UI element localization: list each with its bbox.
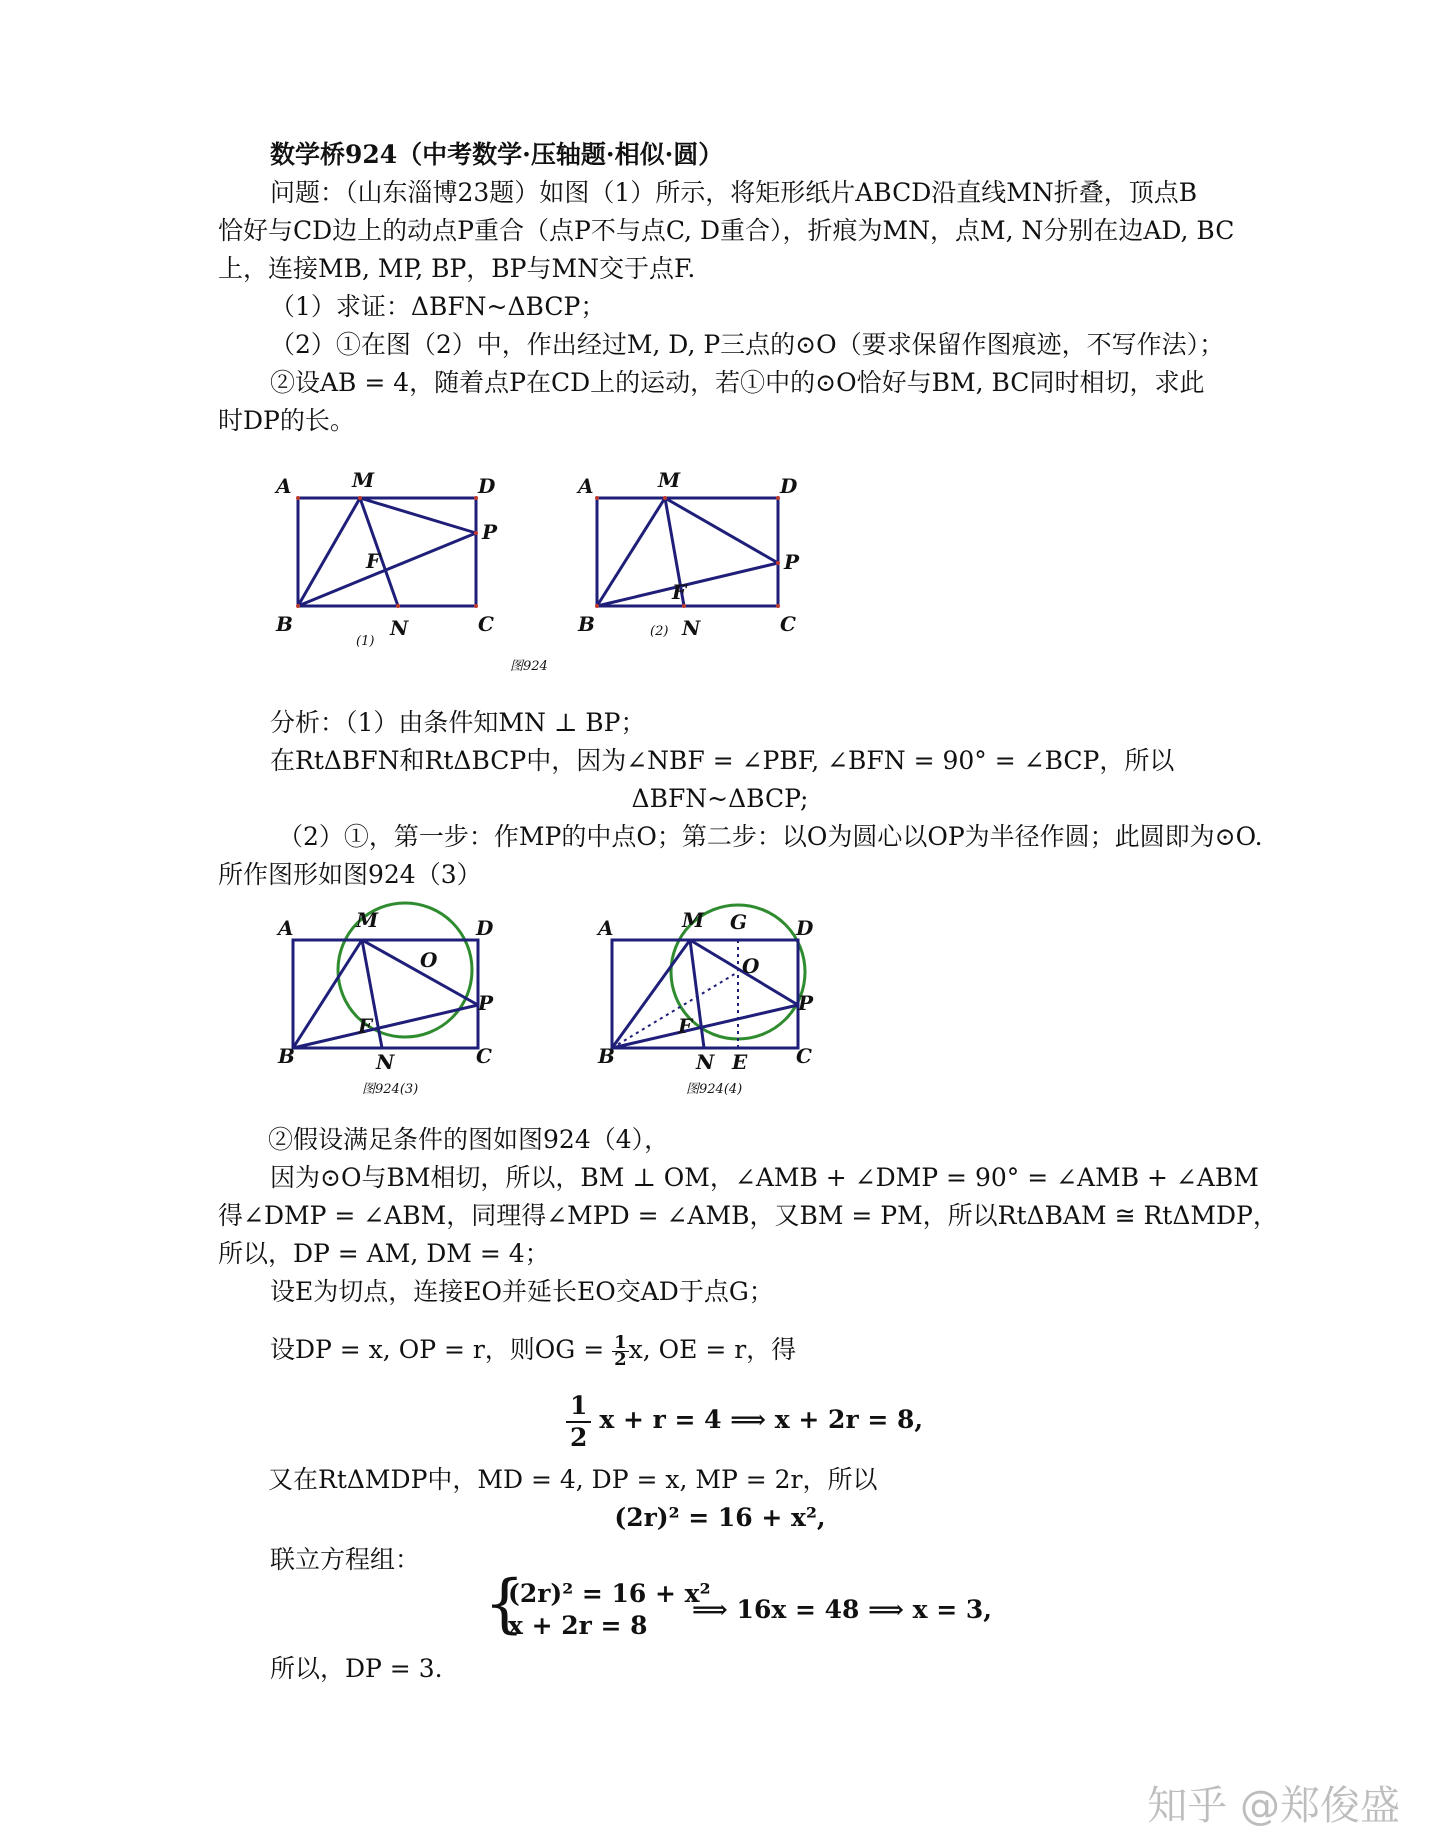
fraction-num: 1	[614, 1332, 627, 1353]
solution-line-2: 因为⊙O与BM相切，所以，BM ⊥ OM，∠AMB + ∠DMP = 90° = ∠AMB + ∠ABM	[270, 1163, 1259, 1192]
figure-1	[270, 465, 510, 645]
label-p: P	[482, 520, 498, 544]
system-result: ⟹ 16x = 48 ⟹ x = 3,	[692, 1595, 992, 1624]
label-a: A	[578, 474, 594, 498]
label-n: N	[682, 616, 701, 640]
figure-3	[270, 905, 510, 1095]
equation-2: (2r)² = 16 + x²,	[614, 1503, 826, 1532]
label-f: F	[366, 549, 381, 573]
label-p: P	[784, 550, 800, 574]
label-d: D	[780, 474, 798, 498]
analysis-line-1: 分析：（1）由条件知MN ⊥ BP；	[270, 708, 646, 737]
label-d: D	[478, 474, 496, 498]
label-p: P	[478, 991, 494, 1015]
label-f: F	[358, 1014, 373, 1038]
question-1: （1）求证：ΔBFN~ΔBCP；	[270, 292, 606, 321]
solution-line-6b: x, OE = r，得	[628, 1335, 797, 1364]
label-b: B	[278, 1044, 295, 1068]
system-eq-2: x + 2r = 8	[508, 1611, 648, 1640]
solution-line-4: 所以，DP = AM, DM = 4；	[218, 1239, 550, 1268]
label-b: B	[578, 612, 595, 636]
label-m: M	[352, 468, 375, 492]
caption-fig-1: (1)	[356, 634, 375, 649]
equation-1-rest: x + r = 4 ⟹ x + 2r = 8,	[599, 1405, 924, 1434]
solution-line-3: 得∠DMP = ∠ABM，同理得∠MPD = ∠AMB，又BM = PM，所以RtΔBAM ≅ RtΔMDP，	[218, 1201, 1278, 1230]
question-2a: （2）①在图（2）中，作出经过M, D, P三点的⊙O（要求保留作图痕迹，不写作法）；	[270, 330, 1225, 359]
caption-fig-924: 图924	[510, 659, 548, 674]
label-e: E	[732, 1050, 748, 1074]
label-f: F	[672, 580, 687, 604]
label-m: M	[356, 908, 379, 932]
analysis-line-2: 在RtΔBFN和RtΔBCP中，因为∠NBF = ∠PBF, ∠BFN = 90° = ∠BCP，所以	[270, 746, 1175, 775]
solution-line-6a: 设DP = x, OP = r，则OG =	[270, 1335, 613, 1364]
equation-1-num: 1	[566, 1391, 591, 1423]
caption-fig-2: (2)	[650, 624, 669, 639]
fraction-den: 2	[614, 1349, 627, 1370]
figure-4	[590, 905, 830, 1095]
label-g: G	[730, 910, 748, 934]
equation-1-den: 2	[570, 1422, 588, 1452]
label-o: O	[420, 948, 438, 972]
label-c: C	[476, 1044, 492, 1068]
label-m: M	[682, 908, 705, 932]
label-c: C	[796, 1044, 812, 1068]
label-p: P	[798, 991, 814, 1015]
label-n: N	[696, 1050, 715, 1074]
question-2c: 时DP的长。	[218, 406, 355, 435]
figure-2	[570, 465, 810, 645]
solution-line-9: 所以，DP = 3.	[270, 1654, 443, 1683]
solution-line-1: ②假设满足条件的图如图924（4），	[268, 1125, 670, 1154]
label-a: A	[276, 474, 292, 498]
label-a: A	[278, 916, 294, 940]
label-n: N	[376, 1050, 395, 1074]
label-c: C	[478, 612, 494, 636]
label-b: B	[276, 612, 293, 636]
solution-line-8: 联立方程组：	[270, 1545, 421, 1574]
problem-line-3: 上，连接MB, MP, BP，BP与MN交于点F.	[218, 254, 696, 283]
question-2b: ②设AB = 4，随着点P在CD上的运动，若①中的⊙O恰好与BM, BC同时相切，求此	[270, 368, 1205, 397]
solution-line-5: 设E为切点，连接EO并延长EO交AD于点G；	[270, 1277, 774, 1306]
watermark: 知乎 @郑俊盛	[1147, 1783, 1400, 1829]
solution-line-6	[270, 1328, 796, 1372]
label-n: N	[390, 616, 409, 640]
label-c: C	[780, 612, 796, 636]
label-b: B	[598, 1044, 615, 1068]
problem-line-1: 问题：（山东淄博23题）如图（1）所示，将矩形纸片ABCD沿直线MN折叠，顶点B	[270, 178, 1198, 207]
problem-line-2: 恰好与CD边上的动点P重合（点P不与点C, D重合），折痕为MN，点M, N分别在边AD, BC	[218, 216, 1235, 245]
caption-fig-3: 图924(3)	[362, 1082, 419, 1097]
fraction-half	[612, 1332, 629, 1370]
analysis-line-5: 所作图形如图924（3）	[218, 860, 482, 889]
label-m: M	[658, 468, 681, 492]
analysis-line-4: （2）①，第一步：作MP的中点O；第二步：以O为圆心以OP为半径作圆；此圆即为⊙O.	[278, 822, 1263, 851]
solution-line-7: 又在RtΔMDP中，MD = 4, DP = x, MP = 2r，所以	[268, 1465, 878, 1494]
label-f: F	[678, 1014, 693, 1038]
equation-1-fraction	[566, 1391, 591, 1453]
system-eq-1: (2r)² = 16 + x²	[508, 1579, 711, 1608]
caption-fig-4: 图924(4)	[686, 1082, 743, 1097]
label-a: A	[598, 916, 614, 940]
system-brace: {	[484, 1567, 525, 1641]
equation-1	[566, 1390, 923, 1453]
analysis-line-3: ΔBFN~ΔBCP;	[631, 784, 809, 813]
label-d: D	[476, 916, 494, 940]
label-o: O	[742, 954, 760, 978]
label-d: D	[796, 916, 814, 940]
page-title: 数学桥924（中考数学·压轴题·相似·圆）	[270, 140, 724, 169]
